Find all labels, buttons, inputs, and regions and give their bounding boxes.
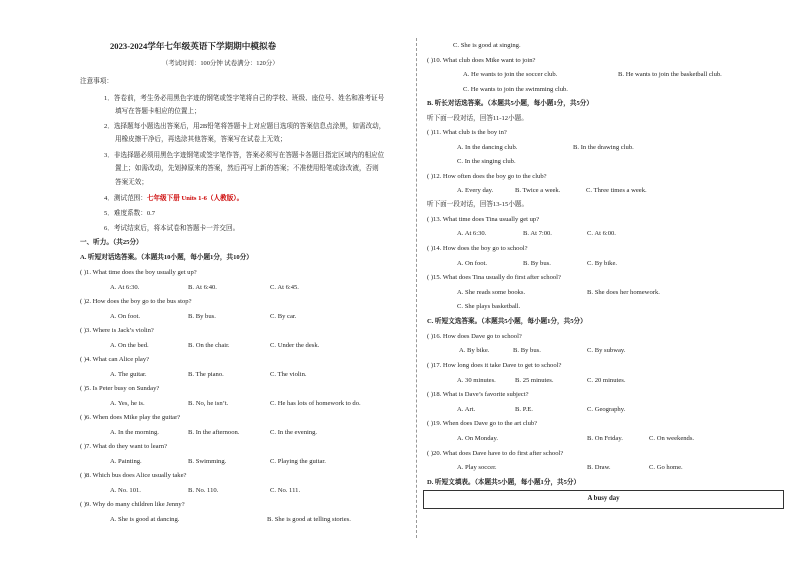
option-a[interactable]: A. 30 minutes.: [457, 377, 496, 384]
option-b[interactable]: B. At 7:00.: [523, 230, 552, 237]
fill-table: [423, 490, 784, 509]
option-a[interactable]: A. On the bed.: [110, 342, 149, 349]
question-2: ( )2. How does the boy go to the bus stop?: [80, 298, 192, 305]
option-b[interactable]: B. At 6:40.: [188, 284, 217, 291]
option-a[interactable]: A. Every day.: [457, 187, 494, 194]
option-b[interactable]: B. The piano.: [188, 371, 224, 378]
section-d-heading: D. 听短文填表。（本题共5小题，每小题1分，共5分）: [427, 479, 581, 486]
option-a[interactable]: A. On foot.: [457, 260, 488, 267]
notice-line: 填写在答题卡相应的位置上；: [115, 108, 201, 115]
notice-line: 1．答卷前，考生务必用黑色字迹的钢笔或签字笔将自己的学校、班级、座位号、姓名和准考证号: [104, 95, 385, 102]
option-b[interactable]: B. Draw.: [587, 464, 611, 471]
option-a[interactable]: A. Painting.: [110, 458, 142, 465]
question-8: ( )8. Which bus does Alice usually take?: [80, 472, 187, 479]
option-a[interactable]: A. At 6:30.: [110, 284, 140, 291]
option-c[interactable]: C. 20 minutes.: [587, 377, 626, 384]
option-a[interactable]: A. On foot.: [110, 313, 141, 320]
question-17: ( )17. How long does it take Dave to get to school?: [427, 362, 562, 369]
exam-title: 2023-2024学年七年级英语下学期期中模拟卷: [110, 41, 277, 51]
option-b[interactable]: B. By bus.: [188, 313, 216, 320]
section-a-heading: A. 听短对话选答案。（本题共10小题，每小题1分，共10分）: [80, 254, 253, 261]
notice-line: 用橡皮擦干净后，再选涂其他答案，答案写在试卷上无效；: [115, 136, 287, 143]
option-c[interactable]: C. Go home.: [649, 464, 683, 471]
option-b[interactable]: B. In the drawing club.: [573, 144, 634, 151]
question-11: ( )11. What club is the boy in?: [427, 129, 507, 136]
notice-heading: 注意事项：: [80, 78, 113, 85]
option-b[interactable]: B. She is good at telling stories.: [267, 516, 351, 523]
notice-difficulty: 5．难度系数：0.7: [104, 210, 156, 217]
question-5: ( )5. Is Peter busy on Sunday?: [80, 385, 160, 392]
option-c[interactable]: C. He has lots of homework to do.: [270, 400, 361, 407]
option-b[interactable]: B. By bus.: [513, 347, 541, 354]
option-a[interactable]: A. At 6:30.: [457, 230, 487, 237]
option-a[interactable]: A. By bike.: [459, 347, 490, 354]
option-b[interactable]: B. He wants to join the basketball club.: [618, 71, 722, 78]
option-a[interactable]: A. In the dancing club.: [457, 144, 518, 151]
question-18: ( )18. What is Dave’s favorite subject?: [427, 391, 529, 398]
option-c[interactable]: C. In the singing club.: [457, 158, 516, 165]
option-c[interactable]: C. She plays basketball.: [457, 303, 521, 310]
option-c[interactable]: C. In the evening.: [270, 429, 318, 436]
option-c[interactable]: C. Under the desk.: [270, 342, 320, 349]
option-c[interactable]: C. By car.: [270, 313, 297, 320]
question-4: ( )4. What can Alice play?: [80, 356, 150, 363]
listen-instruction: 听下面一段对话，回答11-12小题。: [427, 115, 528, 122]
question-19: ( )19. When does Dave go to the art club?: [427, 420, 538, 427]
option-b[interactable]: B. By bus.: [523, 260, 551, 267]
option-b[interactable]: B. In the afternoon.: [188, 429, 240, 436]
question-1: ( )1. What time does the boy usually get up?: [80, 269, 197, 276]
option-c[interactable]: C. At 6:45.: [270, 284, 299, 291]
option-c[interactable]: C. On weekends.: [649, 435, 695, 442]
question-16: ( )16. How does Dave go to school?: [427, 333, 522, 340]
question-10: ( )10. What club does Mike want to join?: [427, 57, 536, 64]
option-a[interactable]: A. Yes, he is.: [110, 400, 145, 407]
notice-scope: [104, 194, 243, 203]
option-c[interactable]: C. Playing the guitar.: [270, 458, 326, 465]
question-15: ( )15. What does Tina usually do first after school?: [427, 274, 561, 281]
notice-end: 6．考试结束后，将本试卷和答题卡一并交回。: [104, 225, 240, 232]
option-c[interactable]: C. Three times a week.: [586, 187, 647, 194]
option-a[interactable]: A. He wants to join the soccer club.: [463, 71, 558, 78]
notice-line: 答案无效；: [115, 179, 148, 186]
option-b[interactable]: B. Swimming.: [188, 458, 227, 465]
option-c[interactable]: C. By subway.: [587, 347, 626, 354]
option-a[interactable]: A. In the morning.: [110, 429, 159, 436]
notice-line: 3．非选择题必须用黑色字迹钢笔或签字笔作答，答案必须写在答题卡各题目指定区域内的相应位: [104, 152, 385, 159]
part-one-heading: 一、听力。（共25分）: [80, 239, 143, 246]
option-a[interactable]: A. She reads some books.: [457, 289, 526, 296]
option-a[interactable]: A. No. 101.: [110, 487, 141, 494]
option-c[interactable]: C. He wants to join the swimming club.: [463, 86, 568, 93]
option-c[interactable]: C. At 6:00.: [587, 230, 616, 237]
listen-instruction: 听下面一段对话，回答13-15小题。: [427, 201, 529, 208]
column-divider: [416, 38, 417, 538]
option-c[interactable]: C. The violin.: [270, 371, 307, 378]
section-c-heading: C. 听短文选答案。（本题共5小题，每小题1分，共5分）: [427, 318, 587, 325]
question-12: ( )12. How often does the boy go to the club?: [427, 173, 547, 180]
option-c[interactable]: C. She is good at singing.: [453, 42, 521, 49]
option-a[interactable]: A. Art.: [457, 406, 476, 413]
question-20: ( )20. What does Dave have to do first after school?: [427, 450, 564, 457]
option-b[interactable]: B. P.E.: [515, 406, 533, 413]
question-14: ( )14. How does the boy go to school?: [427, 245, 528, 252]
section-b-heading: B. 听长对话选答案。（本题共5小题，每小题1分，共5分）: [427, 100, 593, 107]
option-b[interactable]: B. No, he isn’t.: [188, 400, 229, 407]
option-b[interactable]: B. On the chair.: [188, 342, 230, 349]
question-9: ( )9. Why do many children like Jenny?: [80, 501, 185, 508]
notice-scope-prefix: 4．测试范围：: [104, 195, 147, 202]
option-a[interactable]: A. Play soccer.: [457, 464, 497, 471]
option-a[interactable]: A. On Monday.: [457, 435, 498, 442]
option-b[interactable]: B. She does her homework.: [587, 289, 660, 296]
option-b[interactable]: B. No. 110.: [188, 487, 219, 494]
table-title: A busy day: [587, 495, 620, 502]
option-b[interactable]: B. 25 minutes.: [515, 377, 554, 384]
option-a[interactable]: A. She is good at dancing.: [110, 516, 180, 523]
question-6: ( )6. When does Mike play the guitar?: [80, 414, 181, 421]
question-3: ( )3. Where is Jack’s violin?: [80, 327, 154, 334]
option-c[interactable]: C. Geography.: [587, 406, 626, 413]
option-c[interactable]: C. No. 111.: [270, 487, 301, 494]
question-7: ( )7. What do they want to learn?: [80, 443, 168, 450]
notice-scope-value: 七年级下册 Units 1-6（人教版）。: [146, 195, 244, 202]
option-b[interactable]: B. Twice a week.: [515, 187, 561, 194]
option-a[interactable]: A. The guitar.: [110, 371, 147, 378]
option-b[interactable]: B. On Friday.: [587, 435, 623, 442]
notice-line: 2．选择题每小题选出答案后，用2B铅笔将答题卡上对应题目选项的答案信息点涂黑，如需改动，: [104, 123, 386, 130]
notice-line: 置上；如需改动，先划掉原来的答案，然后再写上新的答案；不准使用铅笔或涂改液，否则: [115, 165, 379, 172]
question-13: ( )13. What time does Tina usually get up?: [427, 216, 540, 223]
exam-subtitle: （考试时间：100分钟 试卷满分：120分）: [162, 60, 279, 67]
option-c[interactable]: C. By bike.: [587, 260, 618, 267]
